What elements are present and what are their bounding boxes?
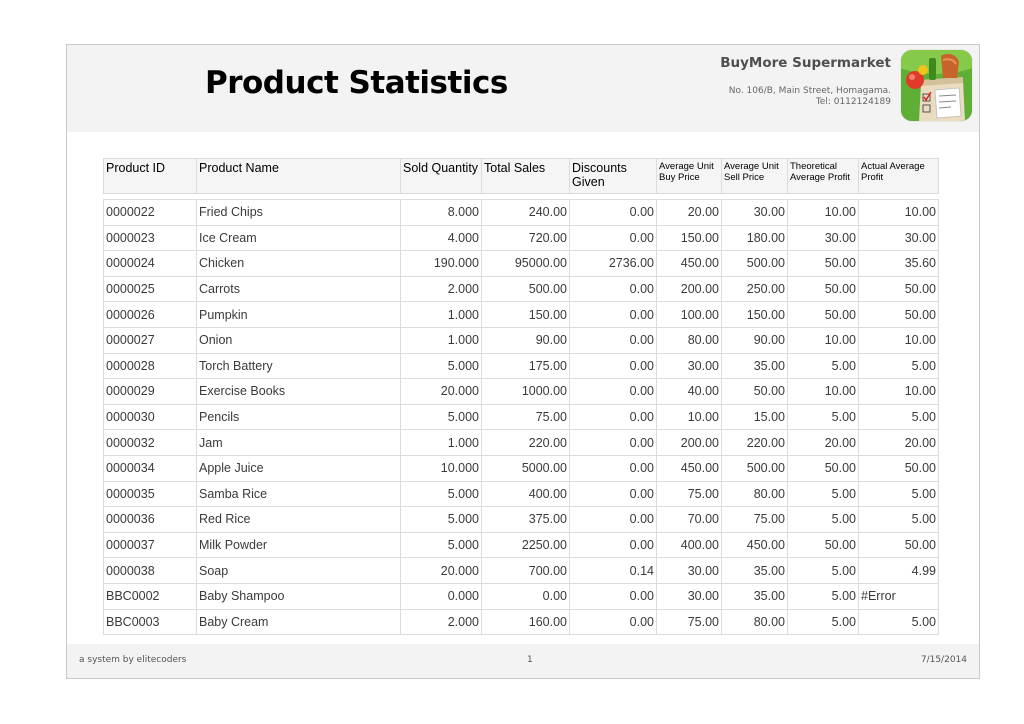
cell-actual-profit: 5.00 [859,507,939,533]
cell-discounts-given: 0.00 [570,200,657,226]
cell-sold-quantity: 20.000 [401,558,482,584]
cell-theoretical-profit: 5.00 [788,481,859,507]
cell-discounts-given: 0.00 [570,353,657,379]
table-row [104,200,939,226]
cell-product-name: Exercise Books [197,379,401,405]
cell-total-sales: 220.00 [482,430,570,456]
cell-actual-profit: 20.00 [859,430,939,456]
cell-theoretical-profit: 50.00 [788,532,859,558]
table-row [104,225,939,251]
cell-actual-profit: 50.00 [859,276,939,302]
cell-product-id: 0000035 [104,481,197,507]
cell-avg-buy-price: 30.00 [657,583,722,609]
cell-avg-buy-price: 70.00 [657,507,722,533]
cell-sold-quantity: 2.000 [401,276,482,302]
phone-line: Tel: 0112124189 [815,97,891,107]
cell-theoretical-profit: 5.00 [788,353,859,379]
cell-total-sales: 0.00 [482,583,570,609]
cell-total-sales: 175.00 [482,353,570,379]
cell-actual-profit: 50.00 [859,532,939,558]
cell-discounts-given: 0.00 [570,225,657,251]
cell-product-name: Pencils [197,404,401,430]
cell-avg-buy-price: 20.00 [657,200,722,226]
cell-avg-buy-price: 450.00 [657,455,722,481]
column-header-theoretical-profit: Theoretical Average Profit [788,159,859,194]
table-row [104,302,939,328]
cell-avg-sell-price: 75.00 [722,507,788,533]
cell-sold-quantity: 5.000 [401,481,482,507]
cell-avg-buy-price: 80.00 [657,327,722,353]
cell-theoretical-profit: 5.00 [788,583,859,609]
cell-product-id: 0000037 [104,532,197,558]
cell-product-id: 0000030 [104,404,197,430]
cell-sold-quantity: 1.000 [401,327,482,353]
company-name: BuyMore Supermarket [720,55,891,71]
cell-product-name: Torch Battery [197,353,401,379]
cell-avg-sell-price: 500.00 [722,251,788,277]
cell-avg-buy-price: 10.00 [657,404,722,430]
cell-sold-quantity: 5.000 [401,507,482,533]
cell-discounts-given: 0.00 [570,379,657,405]
cell-product-name: Fried Chips [197,200,401,226]
cell-actual-profit: #Error [859,583,939,609]
column-header-total-sales: Total Sales [482,159,570,194]
cell-avg-sell-price: 250.00 [722,276,788,302]
table-row [104,507,939,533]
cell-actual-profit: 5.00 [859,481,939,507]
cell-avg-sell-price: 35.00 [722,558,788,584]
report-page [66,44,980,679]
cell-theoretical-profit: 50.00 [788,276,859,302]
cell-product-name: Apple Juice [197,455,401,481]
cell-total-sales: 720.00 [482,225,570,251]
cell-sold-quantity: 10.000 [401,455,482,481]
cell-total-sales: 400.00 [482,481,570,507]
column-header-product-name: Product Name [197,159,401,194]
cell-actual-profit: 30.00 [859,225,939,251]
cell-sold-quantity: 0.000 [401,583,482,609]
cell-sold-quantity: 4.000 [401,225,482,251]
cell-total-sales: 5000.00 [482,455,570,481]
cell-total-sales: 700.00 [482,558,570,584]
cell-sold-quantity: 8.000 [401,200,482,226]
cell-discounts-given: 0.00 [570,327,657,353]
cell-product-id: 0000029 [104,379,197,405]
table-row [104,583,939,609]
cell-discounts-given: 0.00 [570,583,657,609]
cell-discounts-given: 0.00 [570,302,657,328]
cell-total-sales: 95000.00 [482,251,570,277]
cell-theoretical-profit: 5.00 [788,558,859,584]
cell-avg-sell-price: 500.00 [722,455,788,481]
column-header-avg-buy-price: Average Unit Buy Price [657,159,722,194]
cell-discounts-given: 0.00 [570,507,657,533]
cell-product-id: 0000034 [104,455,197,481]
cell-total-sales: 150.00 [482,302,570,328]
cell-product-id: 0000022 [104,200,197,226]
cell-total-sales: 90.00 [482,327,570,353]
cell-product-name: Baby Cream [197,609,401,635]
cell-product-id: 0000036 [104,507,197,533]
cell-avg-buy-price: 400.00 [657,532,722,558]
cell-avg-sell-price: 150.00 [722,302,788,328]
footer-credit: a system by elitecoders [79,655,187,665]
cell-actual-profit: 10.00 [859,327,939,353]
table-row [104,455,939,481]
cell-product-id: 0000028 [104,353,197,379]
cell-discounts-given: 2736.00 [570,251,657,277]
cell-avg-buy-price: 100.00 [657,302,722,328]
cell-avg-sell-price: 450.00 [722,532,788,558]
cell-total-sales: 240.00 [482,200,570,226]
cell-avg-buy-price: 200.00 [657,430,722,456]
cell-avg-sell-price: 180.00 [722,225,788,251]
cell-avg-buy-price: 75.00 [657,481,722,507]
cell-theoretical-profit: 5.00 [788,507,859,533]
cell-discounts-given: 0.00 [570,276,657,302]
cell-product-name: Samba Rice [197,481,401,507]
cell-avg-sell-price: 50.00 [722,379,788,405]
column-header-product-id: Product ID [104,159,197,194]
cell-actual-profit: 5.00 [859,404,939,430]
cell-sold-quantity: 5.000 [401,532,482,558]
cell-total-sales: 500.00 [482,276,570,302]
cell-avg-buy-price: 450.00 [657,251,722,277]
cell-avg-sell-price: 35.00 [722,353,788,379]
cell-product-id: 0000032 [104,430,197,456]
cell-avg-sell-price: 80.00 [722,609,788,635]
grocery-bag-icon [901,50,972,121]
page-number: 1 [527,655,533,665]
cell-product-id: 0000024 [104,251,197,277]
cell-actual-profit: 10.00 [859,379,939,405]
cell-product-id: 0000038 [104,558,197,584]
report-footer [67,644,979,678]
cell-sold-quantity: 20.000 [401,379,482,405]
cell-avg-buy-price: 75.00 [657,609,722,635]
cell-actual-profit: 4.99 [859,558,939,584]
cell-avg-sell-price: 220.00 [722,430,788,456]
cell-discounts-given: 0.00 [570,609,657,635]
cell-actual-profit: 10.00 [859,200,939,226]
cell-total-sales: 75.00 [482,404,570,430]
cell-discounts-given: 0.00 [570,455,657,481]
cell-total-sales: 1000.00 [482,379,570,405]
product-statistics-table [103,158,939,635]
table-row [104,532,939,558]
cell-theoretical-profit: 50.00 [788,302,859,328]
table-row [104,379,939,405]
cell-actual-profit: 50.00 [859,302,939,328]
column-header-sold-quantity: Sold Quantity [401,159,482,194]
cell-avg-buy-price: 30.00 [657,353,722,379]
table-row [104,609,939,635]
cell-product-name: Carrots [197,276,401,302]
table-row [104,558,939,584]
table-row [104,353,939,379]
cell-discounts-given: 0.00 [570,532,657,558]
table-row [104,404,939,430]
cell-sold-quantity: 2.000 [401,609,482,635]
cell-product-name: Pumpkin [197,302,401,328]
column-header-avg-sell-price: Average Unit Sell Price [722,159,788,194]
cell-sold-quantity: 1.000 [401,430,482,456]
cell-discounts-given: 0.00 [570,430,657,456]
cell-sold-quantity: 1.000 [401,302,482,328]
cell-product-id: 0000025 [104,276,197,302]
cell-product-name: Ice Cream [197,225,401,251]
cell-avg-sell-price: 90.00 [722,327,788,353]
cell-sold-quantity: 5.000 [401,353,482,379]
cell-theoretical-profit: 5.00 [788,609,859,635]
cell-theoretical-profit: 10.00 [788,327,859,353]
cell-total-sales: 2250.00 [482,532,570,558]
cell-avg-sell-price: 80.00 [722,481,788,507]
report-header [67,45,979,132]
address-line: No. 106/B, Main Street, Homagama. [728,86,891,96]
cell-theoretical-profit: 10.00 [788,200,859,226]
cell-avg-buy-price: 40.00 [657,379,722,405]
cell-product-id: 0000026 [104,302,197,328]
cell-product-name: Red Rice [197,507,401,533]
table-row [104,481,939,507]
cell-sold-quantity: 5.000 [401,404,482,430]
cell-total-sales: 375.00 [482,507,570,533]
cell-avg-buy-price: 150.00 [657,225,722,251]
cell-avg-sell-price: 35.00 [722,583,788,609]
report-date: 7/15/2014 [920,655,967,665]
cell-actual-profit: 50.00 [859,455,939,481]
cell-theoretical-profit: 50.00 [788,251,859,277]
cell-product-id: BBC0002 [104,583,197,609]
cell-theoretical-profit: 5.00 [788,404,859,430]
cell-sold-quantity: 190.000 [401,251,482,277]
column-header-actual-profit: Actual Average Profit [859,159,939,194]
cell-avg-sell-price: 30.00 [722,200,788,226]
table-row [104,327,939,353]
cell-theoretical-profit: 10.00 [788,379,859,405]
cell-actual-profit: 35.60 [859,251,939,277]
cell-product-id: BBC0003 [104,609,197,635]
report-title: Product Statistics [205,65,508,101]
cell-discounts-given: 0.00 [570,481,657,507]
table-header-row [104,159,939,194]
company-address [729,86,891,108]
cell-product-id: 0000027 [104,327,197,353]
cell-product-id: 0000023 [104,225,197,251]
column-header-discounts-given: Discounts Given [570,159,657,194]
cell-discounts-given: 0.00 [570,404,657,430]
table-row [104,251,939,277]
cell-theoretical-profit: 30.00 [788,225,859,251]
cell-product-name: Milk Powder [197,532,401,558]
table-body [104,194,939,635]
cell-product-name: Chicken [197,251,401,277]
cell-avg-buy-price: 30.00 [657,558,722,584]
cell-product-name: Baby Shampoo [197,583,401,609]
cell-discounts-given: 0.14 [570,558,657,584]
cell-product-name: Onion [197,327,401,353]
cell-theoretical-profit: 50.00 [788,455,859,481]
cell-total-sales: 160.00 [482,609,570,635]
cell-product-name: Soap [197,558,401,584]
cell-product-name: Jam [197,430,401,456]
cell-theoretical-profit: 20.00 [788,430,859,456]
cell-avg-sell-price: 15.00 [722,404,788,430]
cell-actual-profit: 5.00 [859,353,939,379]
table-row [104,430,939,456]
cell-avg-buy-price: 200.00 [657,276,722,302]
cell-actual-profit: 5.00 [859,609,939,635]
table-row [104,276,939,302]
